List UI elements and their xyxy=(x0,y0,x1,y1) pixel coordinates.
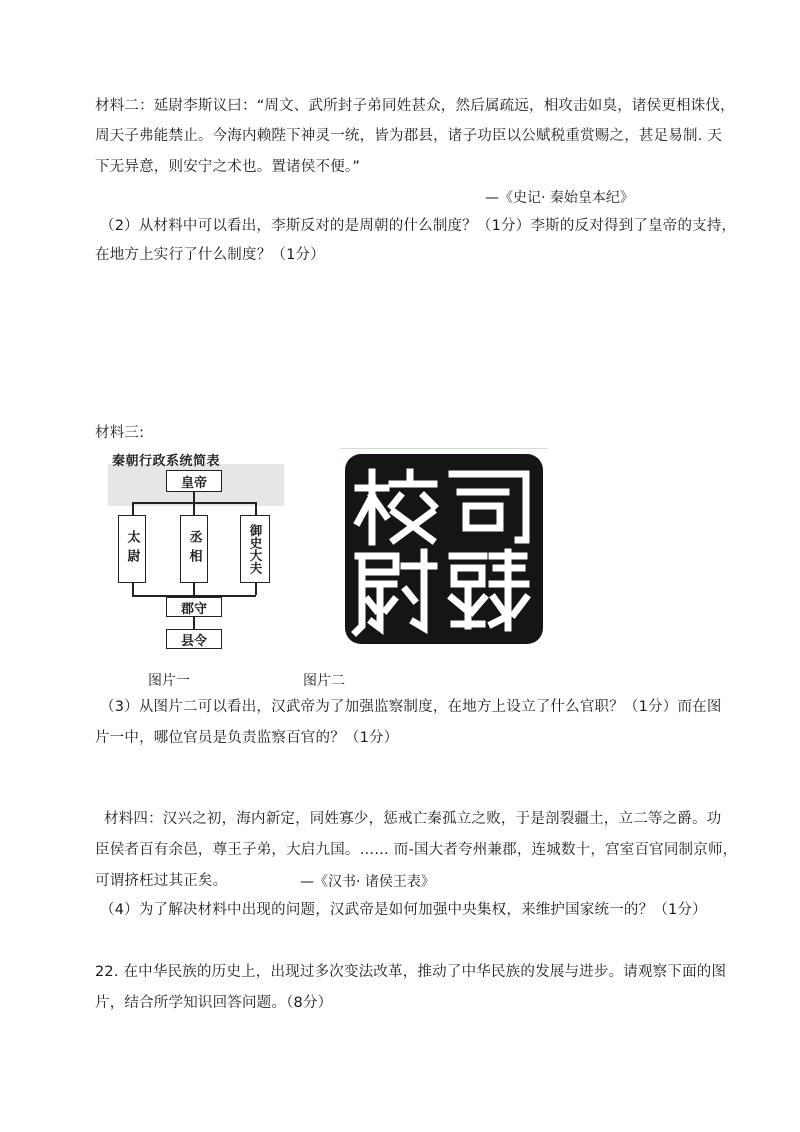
material2-line-2: 周天子弗能禁止。今海内赖陛下神灵一统，皆为郡县，诸子功臣以公赋税重赏赐之，甚足易制. 天 xyxy=(95,128,723,144)
seal-svg xyxy=(340,448,548,650)
chart-box-taiwei: 太尉 xyxy=(118,515,146,583)
material2-source: —《史记· 秦始皇本纪》 xyxy=(485,190,634,206)
question22-line-1: 22. 在中华民族的历史上，出现过多次变法改革，推动了中华民族的发展与进步。请观察下面的图 xyxy=(95,964,727,980)
material3-label: 材料三: xyxy=(95,425,145,441)
chart-title: 秦朝行政系统简表 xyxy=(112,454,221,469)
material2-line-1: 材料二：延尉李斯议曰：“周文、武所封子弟同姓甚众，然后属疏远，相攻击如臭，诸侯更相诛伐， xyxy=(95,98,735,114)
caption-picture-2: 图片二 xyxy=(303,673,345,689)
qin-admin-chart xyxy=(100,450,290,655)
material4-line-2: 臣侯者百有余邑，尊王子弟，大启九国。…… 而-国大者夸州兼郡，连城数十，宫室百官同制京师， xyxy=(95,842,738,858)
material2-line-3: 下无异意，则安宁之术也。置诸侯不便。” xyxy=(95,159,361,175)
chart-box-yushidafu: 御史大夫 xyxy=(240,515,270,583)
question4-line: （4）为了解决材料中出现的问题，汉武帝是如何加强中央集权，来维护国家统一的？（1分） xyxy=(100,902,707,918)
chart-box-xianling: 县令 xyxy=(166,629,222,649)
caption-picture-1: 图片一 xyxy=(148,673,190,689)
question2-line-1: （2）从材料中可以看出，李斯反对的是周朝的什么制度？（1分）李斯的反对得到了皇帝的支持， xyxy=(100,218,737,234)
seal-image xyxy=(340,448,548,650)
question3-line-2: 片一中，哪位官员是负责监察百官的？（1分） xyxy=(95,730,399,746)
chart-box-junshou: 郡守 xyxy=(166,597,222,617)
chart-box-emperor: 皇帝 xyxy=(166,470,222,492)
chart-box-chengxiang: 丞相 xyxy=(180,515,208,583)
question22-line-2: 片，结合所学知识回答问题。（8分） xyxy=(95,995,333,1011)
question2-line-2: 在地方上实行了什么制度？（1分） xyxy=(95,247,325,263)
material4-source: —《汉书· 诸侯王表》 xyxy=(300,874,435,890)
material4-line-3: 可谓挤枉过其正矣。 xyxy=(95,873,228,889)
question3-line-1: （3）从图片二可以看出，汉武帝为了加强监察制度，在地方上设立了什么官职？（1分）而在图 xyxy=(100,699,722,715)
material4-line-1: 材料四：汉兴之初，海内新定，同姓寡少，惩戒亡秦孤立之败，于是剖裂疆土，立二等之爵。功 xyxy=(104,811,722,827)
